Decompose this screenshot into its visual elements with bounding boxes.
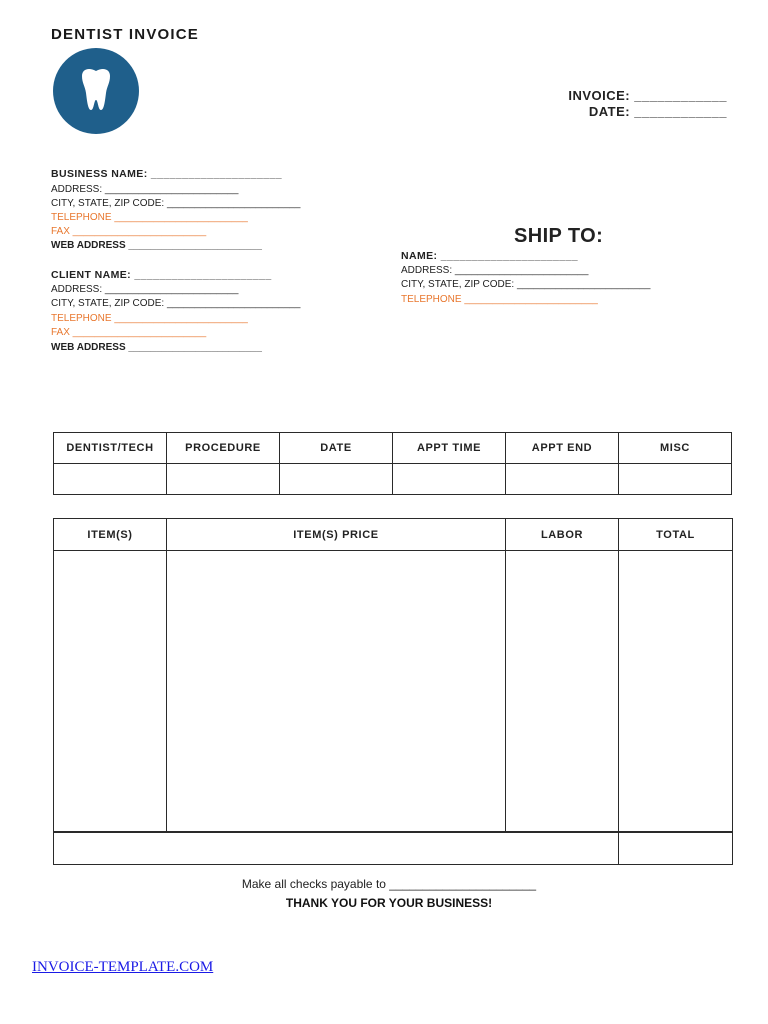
- client-telephone-field: TELEPHONE ________________________: [51, 313, 248, 324]
- client-web-field: WEB ADDRESS ________________________: [51, 342, 262, 353]
- items-cell[interactable]: [54, 551, 167, 833]
- table-cell[interactable]: [393, 464, 506, 495]
- client-fax-field: FAX ________________________: [51, 327, 207, 338]
- table-cell[interactable]: [280, 464, 393, 495]
- client-address-field: ADDRESS: ________________________: [51, 284, 239, 295]
- column-header: APPT TIME: [393, 433, 506, 464]
- ship-to-heading: SHIP TO:: [514, 225, 604, 247]
- table-cell[interactable]: [54, 464, 167, 495]
- column-header: TOTAL: [619, 519, 733, 551]
- column-header: DATE: [280, 433, 393, 464]
- client-name-field: CLIENT NAME: ______________________: [51, 269, 272, 281]
- payable-to-line: Make all checks payable to ______________________: [241, 877, 537, 891]
- items-header-row: [54, 519, 733, 551]
- thank-you-text: THANK YOU FOR YOUR BUSINESS!: [285, 896, 493, 910]
- business-name-field: BUSINESS NAME: _____________________: [51, 168, 282, 180]
- total-cell[interactable]: [619, 551, 733, 833]
- tooth-icon: [53, 48, 139, 134]
- business-address-field: ADDRESS: ________________________: [51, 184, 239, 195]
- table-cell[interactable]: [619, 464, 732, 495]
- invoice-number-field: INVOICE: ____________: [568, 88, 727, 103]
- column-header: APPT END: [506, 433, 619, 464]
- labor-cell[interactable]: [506, 551, 619, 833]
- items-price-cell[interactable]: [167, 551, 506, 833]
- grand-total-row: [54, 832, 733, 865]
- business-info: [51, 168, 351, 258]
- appointment-table: [53, 432, 732, 495]
- column-header: ITEM(S) PRICE: [167, 519, 506, 551]
- table-cell[interactable]: [167, 464, 280, 495]
- business-fax-field: FAX ________________________: [51, 226, 207, 237]
- grand-total-cell[interactable]: [619, 832, 733, 865]
- ship-city-field: CITY, STATE, ZIP CODE: ________________________: [401, 279, 651, 290]
- ship-to-info: [401, 250, 721, 310]
- business-web-field: WEB ADDRESS ________________________: [51, 240, 262, 251]
- column-header: PROCEDURE: [167, 433, 280, 464]
- column-header: MISC: [619, 433, 732, 464]
- column-header: DENTIST/TECH: [54, 433, 167, 464]
- column-header: ITEM(S): [54, 519, 167, 551]
- ship-telephone-field: TELEPHONE ________________________: [401, 294, 598, 305]
- ship-name-field: NAME: ______________________: [401, 250, 579, 262]
- template-site-link[interactable]: INVOICE-TEMPLATE.COM: [32, 959, 214, 975]
- total-label-cell: [54, 832, 619, 865]
- items-table: [53, 518, 733, 865]
- invoice-title: DENTIST INVOICE: [51, 26, 200, 43]
- invoice-date-field: DATE: ____________: [588, 104, 727, 119]
- column-header: LABOR: [506, 519, 619, 551]
- items-body-row: [54, 551, 733, 833]
- appointment-entry-row: [54, 464, 732, 495]
- table-cell[interactable]: [506, 464, 619, 495]
- business-city-field: CITY, STATE, ZIP CODE: ________________________: [51, 198, 301, 209]
- client-city-field: CITY, STATE, ZIP CODE: ________________________: [51, 298, 301, 309]
- business-telephone-field: TELEPHONE ________________________: [51, 212, 248, 223]
- ship-address-field: ADDRESS: ________________________: [401, 265, 589, 276]
- appointment-header-row: [54, 433, 732, 464]
- client-info: [51, 269, 351, 359]
